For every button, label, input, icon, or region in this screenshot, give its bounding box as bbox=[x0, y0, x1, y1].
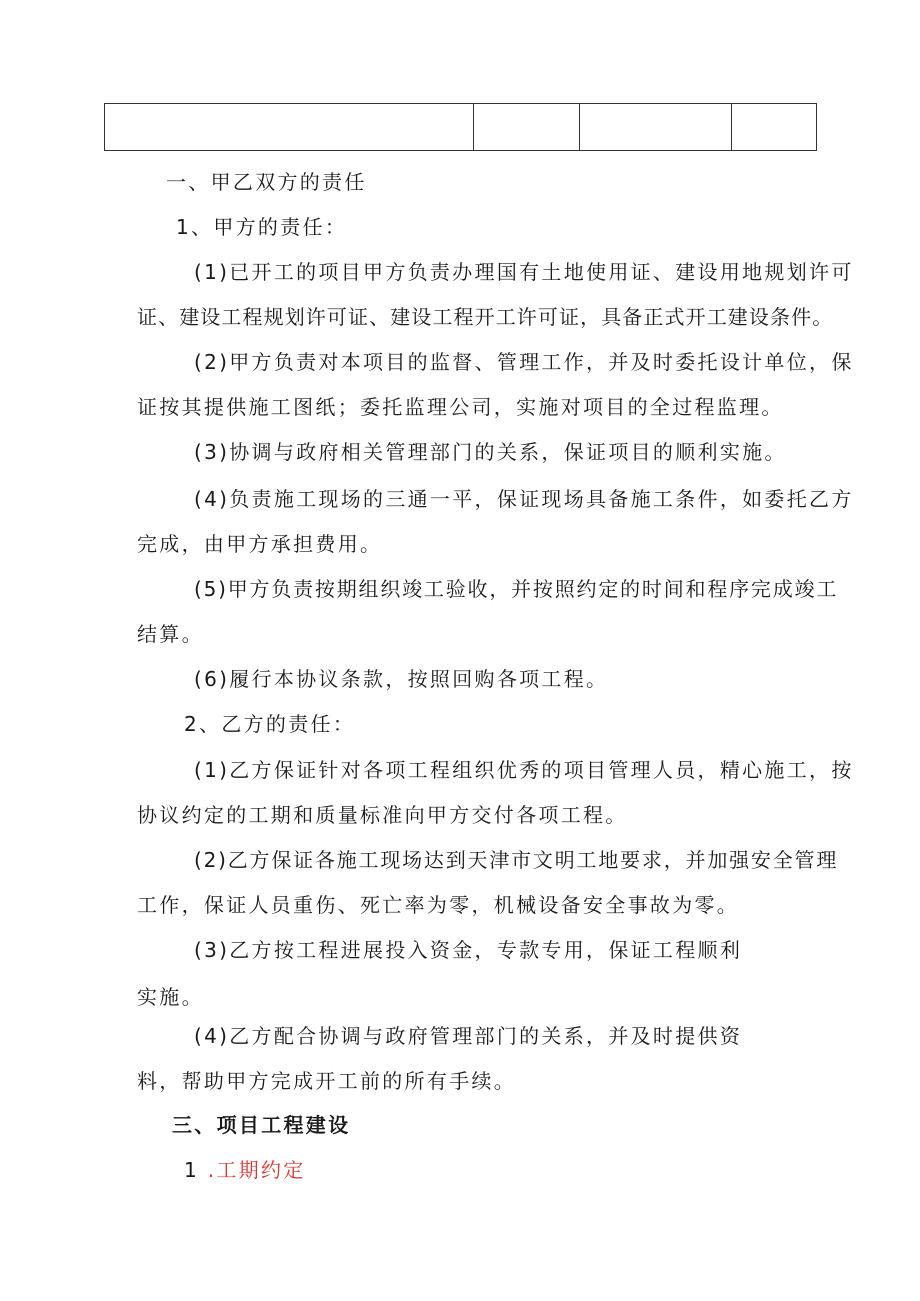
party-a-item-2-line2: 证按其提供施工图纸；委托监理公司，实施对项目的全过程监理。 bbox=[137, 395, 784, 419]
party-b-item-1-line2: 协议约定的工期和质量标准向甲方交付各项工程。 bbox=[137, 803, 628, 827]
party-b-item-4-line1: (4)乙方配合协调与政府管理部门的关系，并及时提供资 bbox=[194, 1024, 743, 1048]
party-b-item-3-line1: (3)乙方按工程进展投入资金，专款专用，保证工程顺利 bbox=[194, 938, 743, 962]
party-b-item-4-line2: 料，帮助甲方完成开工前的所有手续。 bbox=[137, 1069, 517, 1093]
party-a-item-5-line2: 结算。 bbox=[137, 622, 204, 646]
subsection-label: .工期约定 bbox=[207, 1158, 306, 1182]
table-cell bbox=[732, 104, 817, 151]
party-a-item-1-line1: (1)已开工的项目甲方负责办理国有土地使用证、建设用地规划许可 bbox=[194, 260, 854, 284]
party-a-item-1-line2: 证、建设工程规划许可证、建设工程开工许可证，具备正式开工建设条件。 bbox=[137, 305, 834, 329]
party-a-item-6-line1: (6)履行本协议条款，按照回购各项工程。 bbox=[194, 667, 609, 691]
party-a-item-4-line1: (4)负责施工现场的三通一平，保证现场具备施工条件，如委托乙方 bbox=[194, 487, 854, 511]
party-b-heading: 2、乙方的责任： bbox=[184, 712, 356, 736]
party-a-item-2-line1: (2)甲方负责对本项目的监督、管理工作，并及时委托设计单位，保 bbox=[194, 350, 854, 374]
party-a-heading: 1、甲方的责任： bbox=[176, 215, 348, 239]
section-heading-responsibilities: 一、甲乙双方的责任 bbox=[166, 170, 367, 194]
header-table bbox=[104, 103, 817, 151]
party-b-item-2-line1: (2)乙方保证各施工现场达到天津市文明工地要求，并加强安全管理 bbox=[194, 848, 839, 872]
subsection-number: 1 bbox=[184, 1158, 200, 1182]
table-cell bbox=[580, 104, 732, 151]
subsection-schedule bbox=[184, 1156, 306, 1184]
party-b-item-2-line2: 工作，保证人员重伤、死亡率为零，机械设备安全事故为零。 bbox=[137, 893, 740, 917]
table-cell bbox=[105, 104, 474, 151]
party-a-item-4-line2: 完成，由甲方承担费用。 bbox=[137, 532, 383, 556]
party-a-item-5-line1: (5)甲方负责按期组织竣工验收，并按照约定的时间和程序完成竣工 bbox=[194, 577, 839, 601]
table-cell bbox=[474, 104, 580, 151]
party-a-item-3-line1: (3)协调与政府相关管理部门的关系，保证项目的顺利实施。 bbox=[194, 440, 787, 464]
party-b-item-1-line1: (1)乙方保证针对各项工程组织优秀的项目管理人员，精心施工，按 bbox=[194, 758, 854, 782]
section-heading-project-construction: 三、项目工程建设 bbox=[172, 1113, 351, 1137]
table-row bbox=[105, 104, 817, 151]
party-b-item-3-line2: 实施。 bbox=[137, 985, 204, 1009]
